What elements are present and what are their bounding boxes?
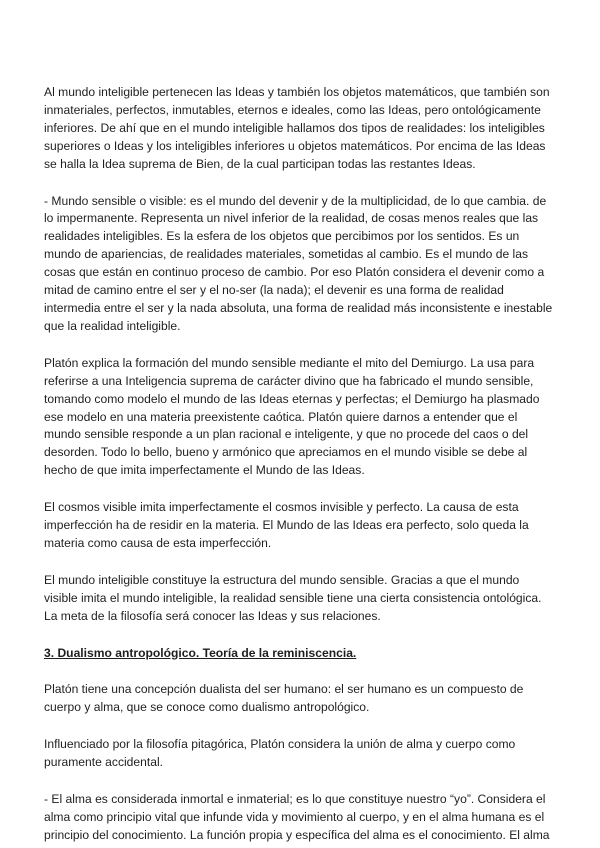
paragraph-pythagorean: Influenciado por la filosofía pitagórica, Platón considera la unión de alma y cuerpo como puramente accidental. [44, 737, 516, 770]
document-page [44, 84, 556, 845]
paragraph-intelligible-world: Al mundo inteligible pertenecen las Ideas y también los objetos matemáticos, que también son inmateriales, perfectos, inmutables, eternos e ideales, como las Ideas, pero ontológicamente inferiores. De ahí que en el mundo inteligible hallamos dos tipos de realidades: los inteligibles superiores o Ideas y los inteligibles inferiores u objetos matemáticos. Por encima de las Ideas se halla la Idea suprema de Bien, de la cual participan todas las restantes Ideas. [44, 85, 550, 171]
paragraph-dualism: Platón tiene una concepción dualista del ser humano: el ser humano es un compuesto de cuerpo y alma, que se conoce como dualismo antropológico. [44, 682, 524, 715]
section-heading: 3. Dualismo antropológico. Teoría de la reminiscencia. [44, 645, 357, 660]
paragraph-structure: El mundo inteligible constituye la estructura del mundo sensible. Gracias a que el mundo visible imita el mundo inteligible, la realidad sensible tiene una cierta consistencia ontológica. La meta de la filosofía será conocer las Ideas y sus relaciones. [44, 572, 542, 623]
paragraph-visible-cosmos: El cosmos visible imita imperfectamente el cosmos invisible y perfecto. La causa de esta imperfección ha de residir en la materia. El Mundo de las Ideas era perfecto, solo queda la materia como causa de esta imperfección. [44, 500, 529, 550]
paragraph-soul: - El alma es considerada inmortal e inmaterial; es lo que constituye nuestro “yo”. Considera el alma como principio vital que infunde vida y movimiento al cuerpo, y en el alma humana es el principio del conocimiento. La función propia y específica del alma es el conocimiento. El alma [44, 792, 550, 842]
paragraph-demiurge: Platón explica la formación del mundo sensible mediante el mito del Demiurgo. La usa para referirse a una Inteligencia suprema de carácter divino que ha fabricado el mundo sensible, tomando como modelo el mundo de las Ideas eternas y perfectas; el Demiurgo ha plasmado ese modelo en una materia preexistente caótica. Platón quiere darnos a entender que el mundo sensible responde a un plan racional e inteligente, y que no procede del caos o del desorden. Todo lo bello, bueno y armónico que apreciamos en el mundo visible se debe al hecho de que imita imperfectamente el Mundo de las Ideas. [44, 355, 540, 478]
paragraph-sensible-world: - Mundo sensible o visible: es el mundo del devenir y de la multiplicidad, de lo que cambia. de lo impermanente. Representa un nivel inferior de la realidad, de cosas menos reales que las realidades inteligibles. Es la esfera de los objetos que percibimos por los sentidos. Es un mundo de apariencias, de realidades materiales, sometidas al cambio. Es el mundo de las cosas que están en continuo proceso de cambio. Por eso Platón considera el devenir como a mitad de camino entre el ser y el no-ser (la nada); el devenir es una forma de realidad intermedia entre el ser y la nada absoluta, una forma de realidad más inconsistente e inestable que la realidad inteligible. [44, 193, 553, 333]
